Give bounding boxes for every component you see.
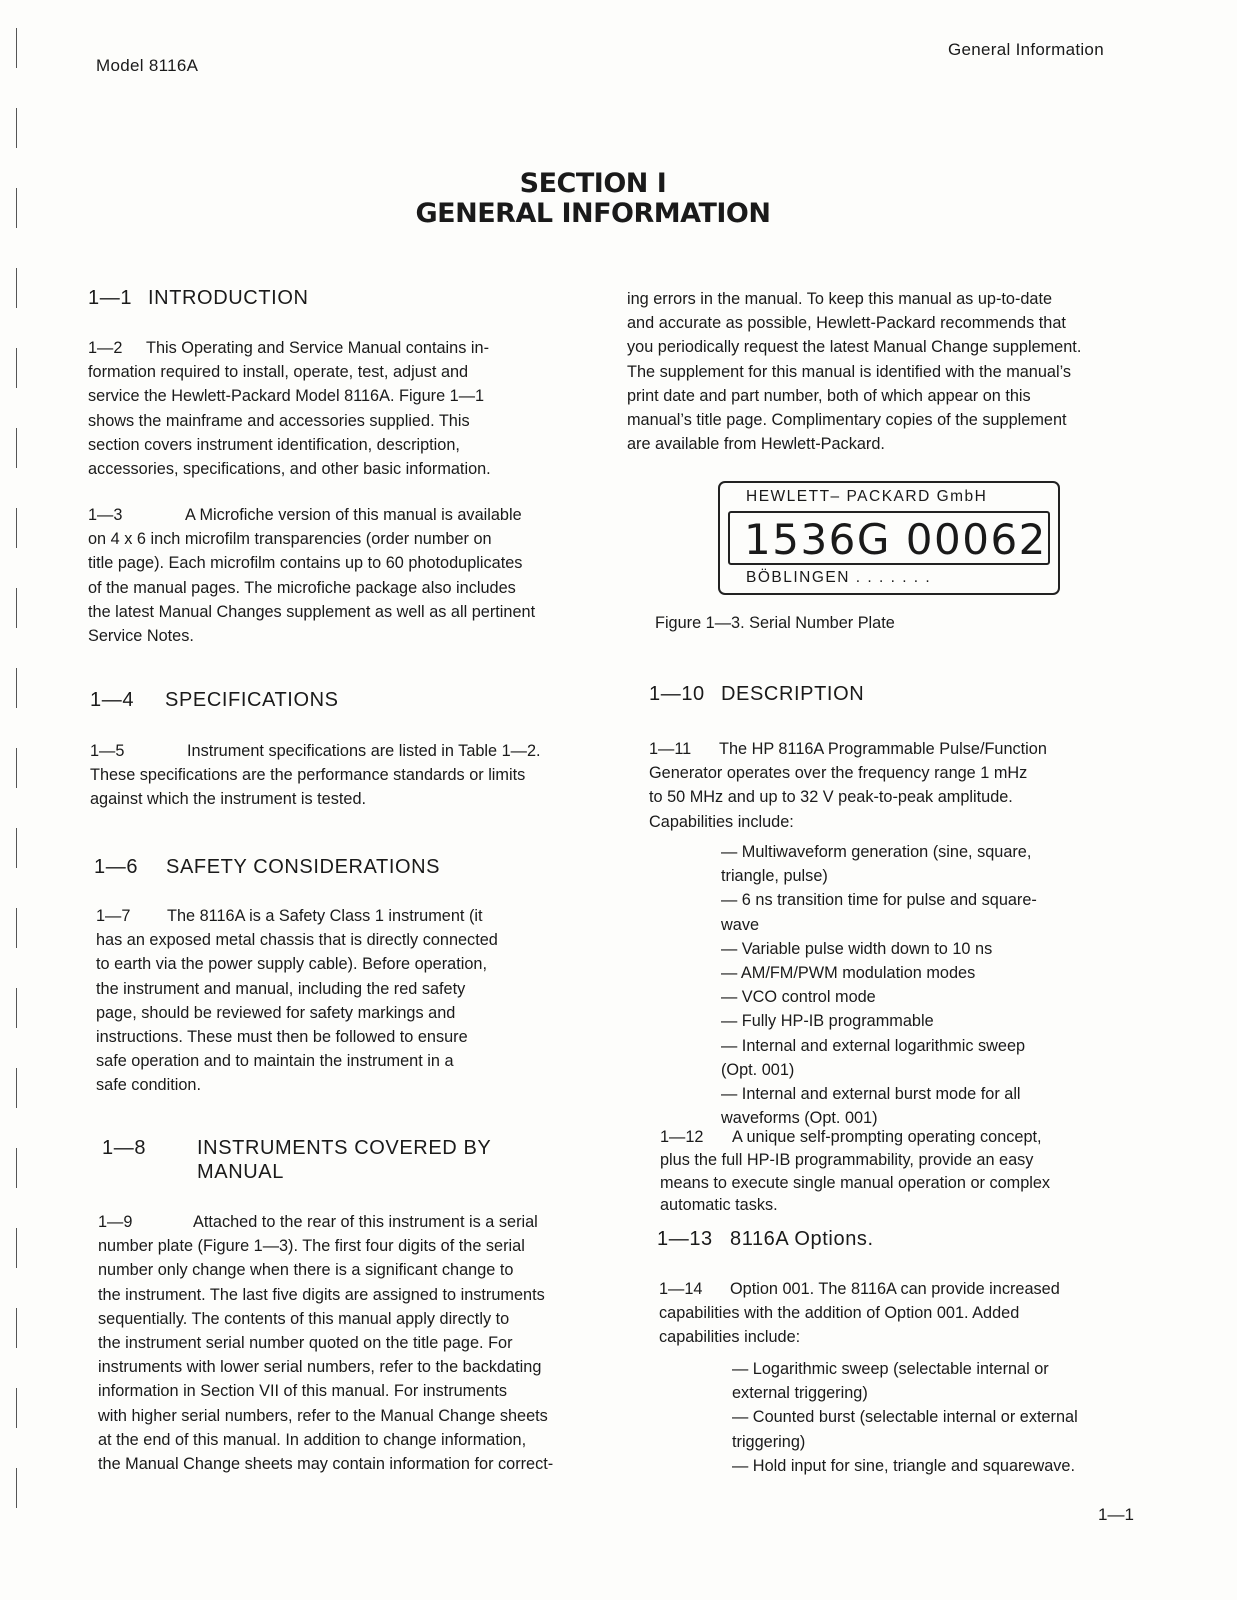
paragraph-line: are available from Hewlett-Packard.	[627, 435, 885, 454]
paragraph-1-12	[660, 1126, 1050, 1215]
binder-mark	[16, 348, 17, 388]
list-item: (Opt. 001)	[721, 1060, 795, 1079]
paragraph-line: section covers instrument identification, description,	[88, 435, 460, 454]
heading-1-8	[102, 1137, 491, 1160]
paragraph-line: has an exposed metal chassis that is directly connected	[96, 931, 498, 950]
heading-number: 1—1	[88, 287, 133, 309]
paragraph-line: This Operating and Service Manual contains in-	[146, 339, 489, 357]
serial-number-plate	[718, 481, 1060, 595]
heading-1-4	[90, 689, 339, 712]
paragraph-line: Option 001. The 8116A can provide increased	[730, 1280, 1060, 1298]
paragraph-line: Instrument specifications are listed in Table 1—2.	[187, 742, 541, 760]
heading-title: DESCRIPTION	[721, 683, 865, 705]
paragraph-line: the Manual Change sheets may contain information for correct-	[98, 1454, 554, 1473]
binder-mark	[16, 508, 17, 548]
paragraph-line: print date and part number, both of which appear on this	[627, 386, 1031, 405]
binder-mark	[16, 1308, 17, 1348]
paragraph-line: of the manual pages. The microfiche package also includes	[88, 578, 516, 597]
heading-title: INSTRUMENTS COVERED BY	[197, 1137, 492, 1159]
plate-serial-number: 1536G 00062	[744, 515, 1047, 564]
paragraph-line: title page). Each microfilm contains up to 60 photoduplicates	[88, 554, 523, 573]
paragraph-1-7	[96, 904, 498, 1098]
header-section-name: General Information	[948, 40, 1104, 59]
list-item: — AM/FM/PWM modulation modes	[721, 963, 976, 982]
binder-mark	[16, 1068, 17, 1108]
paragraph-line: page, should be reviewed for safety markings and	[96, 1003, 456, 1022]
paragraph-number: 1—14	[659, 1280, 703, 1298]
options-list	[732, 1357, 1078, 1478]
binder-mark	[16, 668, 17, 708]
binder-mark	[16, 1148, 17, 1188]
paragraph-line: at the end of this manual. In addition to change information,	[98, 1430, 527, 1449]
list-item: waveforms (Opt. 001)	[721, 1109, 878, 1128]
heading-title: SPECIFICATIONS	[165, 689, 339, 711]
list-item: — Multiwaveform generation (sine, square,	[721, 843, 1032, 861]
section-name-title: GENERAL INFORMATION	[415, 198, 771, 229]
paragraph-line: formation required to install, operate, test, adjust and	[88, 363, 469, 382]
paragraph-number: 1—9	[98, 1213, 133, 1231]
paragraph-line: you periodically request the latest Manual Change supplement.	[627, 338, 1082, 357]
paragraph-1-5	[90, 739, 541, 812]
binder-mark	[16, 908, 17, 948]
paragraph-line: A Microfiche version of this manual is available	[185, 506, 522, 524]
heading-number: 1—10	[649, 683, 705, 705]
binder-mark	[16, 1228, 17, 1268]
paragraph-line: The 8116A is a Safety Class 1 instrument (it	[167, 907, 483, 925]
paragraph-line: to earth via the power supply cable). Before operation,	[96, 955, 487, 974]
list-item: — Hold input for sine, triangle and squarewave.	[732, 1456, 1076, 1475]
paragraph-line: ing errors in the manual. To keep this manual as up-to-date	[627, 290, 1053, 308]
heading-title: INTRODUCTION	[148, 287, 309, 309]
paragraph-line: to 50 MHz and up to 32 V peak-to-peak amplitude.	[649, 788, 1013, 807]
binder-mark	[16, 28, 17, 68]
heading-number: 1—8	[102, 1137, 147, 1159]
paragraph-line: on 4 x 6 inch microfilm transparencies (order number on	[88, 530, 492, 549]
heading-number: 1—13	[657, 1228, 713, 1250]
plate-company: HEWLETT– PACKARD GmbH	[746, 488, 988, 505]
paragraph-line: Service Notes.	[88, 626, 194, 645]
paragraph-line: A unique self-prompting operating concept,	[732, 1128, 1042, 1146]
paragraph-number: 1—12	[660, 1128, 704, 1146]
heading-title: SAFETY CONSIDERATIONS	[166, 856, 441, 878]
header-model: Model 8116A	[96, 56, 199, 75]
binder-mark	[16, 108, 17, 148]
paragraph-1-9-continued	[627, 287, 1081, 456]
paragraph-line: safe condition.	[96, 1076, 201, 1095]
heading-title: 8116A Options.	[730, 1228, 874, 1250]
paragraph-line: These specifications are the performance standards or limits	[90, 766, 526, 785]
paragraph-line: manual’s title page. Complimentary copies of the supplement	[627, 410, 1067, 429]
heading-1-10	[649, 683, 864, 706]
paragraph-line: plus the full HP-IB programmability, provide an easy	[660, 1151, 1034, 1169]
list-item: — Internal and external logarithmic sweep	[721, 1036, 1026, 1055]
binder-mark	[16, 588, 17, 628]
list-item: external triggering)	[732, 1384, 868, 1403]
binder-mark	[16, 748, 17, 788]
paragraph-number: 1—3	[88, 506, 123, 524]
paragraph-line: service the Hewlett-Packard Model 8116A. Figure 1—1	[88, 387, 485, 406]
paragraph-line: Attached to the rear of this instrument is a serial	[193, 1213, 538, 1231]
paragraph-line: the instrument. The last five digits are assigned to instruments	[98, 1285, 545, 1304]
binder-mark	[16, 428, 17, 468]
heading-1-13	[657, 1228, 874, 1251]
paragraph-number: 1—2	[88, 339, 123, 357]
paragraph-1-2	[88, 336, 491, 481]
paragraph-line: automatic tasks.	[660, 1196, 778, 1214]
plate-serial-box	[728, 511, 1050, 565]
paragraph-line: sequentially. The contents of this manual apply directly to	[98, 1309, 510, 1328]
paragraph-line: number plate (Figure 1—3). The first four digits of the serial	[98, 1237, 525, 1256]
paragraph-line: Generator operates over the frequency range 1 mHz	[649, 764, 1028, 783]
list-item: — Counted burst (selectable internal or external	[732, 1408, 1078, 1427]
heading-1-8-line2: MANUAL	[197, 1161, 284, 1183]
page-number: 1—1	[1098, 1505, 1134, 1524]
heading-1-1	[88, 287, 309, 310]
paragraph-number: 1—7	[96, 907, 131, 925]
paragraph-1-3	[88, 503, 535, 648]
paragraph-line: information in Section VII of this manual. For instruments	[98, 1382, 508, 1401]
paragraph-line: instruments with lower serial numbers, refer to the backdating	[98, 1358, 542, 1377]
binder-mark	[16, 1388, 17, 1428]
capabilities-list	[721, 840, 1037, 1130]
list-item: triangle, pulse)	[721, 867, 828, 886]
plate-location: BÖBLINGEN . . . . . . .	[746, 569, 932, 586]
paragraph-line: safe operation and to maintain the instrument in a	[96, 1052, 454, 1071]
paragraph-line: shows the mainframe and accessories supplied. This	[88, 411, 470, 430]
paragraph-number: 1—11	[649, 740, 692, 758]
paragraph-line: capabilities with the addition of Option 001. Added	[659, 1304, 1020, 1323]
paragraph-line: against which the instrument is tested.	[90, 790, 367, 809]
binder-mark	[16, 268, 17, 308]
list-item: — Variable pulse width down to 10 ns	[721, 939, 993, 958]
section-number-title: SECTION I	[519, 168, 667, 199]
list-item: — VCO control mode	[721, 988, 876, 1007]
list-item: — Internal and external burst mode for all	[721, 1084, 1021, 1103]
paragraph-1-14	[659, 1277, 1060, 1350]
paragraph-line: the instrument serial number quoted on the title page. For	[98, 1333, 513, 1352]
list-item: triggering)	[732, 1432, 806, 1451]
paragraph-1-9	[98, 1210, 553, 1476]
paragraph-line: and accurate as possible, Hewlett-Packard recommends that	[627, 314, 1066, 333]
binder-mark	[16, 828, 17, 868]
paragraph-line: accessories, specifications, and other basic information.	[88, 459, 491, 478]
paragraph-line: Capabilities include:	[649, 812, 794, 831]
list-item: wave	[721, 915, 760, 934]
figure-caption: Figure 1—3. Serial Number Plate	[655, 614, 895, 632]
paragraph-line: the instrument and manual, including the red safety	[96, 979, 466, 998]
list-item: — 6 ns transition time for pulse and square-	[721, 891, 1037, 910]
paragraph-number: 1—5	[90, 742, 125, 760]
paragraph-line: capabilities include:	[659, 1328, 801, 1347]
paragraph-line: with higher serial numbers, refer to the Manual Change sheets	[98, 1406, 548, 1425]
paragraph-line: number only change when there is a significant change to	[98, 1261, 514, 1280]
list-item: — Fully HP-IB programmable	[721, 1012, 934, 1031]
binder-mark	[16, 1468, 17, 1508]
heading-1-6	[94, 856, 440, 879]
binder-mark	[16, 988, 17, 1028]
paragraph-line: instructions. These must then be followed to ensure	[96, 1027, 468, 1046]
paragraph-line: the latest Manual Changes supplement as well as all pertinent	[88, 602, 536, 621]
paragraph-line: The supplement for this manual is identified with the manual’s	[627, 362, 1072, 381]
heading-number: 1—4	[90, 689, 135, 711]
paragraph-line: means to execute single manual operation or complex	[660, 1174, 1051, 1192]
list-item: — Logarithmic sweep (selectable internal or	[732, 1360, 1049, 1378]
paragraph-1-11	[649, 737, 1047, 834]
heading-number: 1—6	[94, 856, 139, 878]
paragraph-line: The HP 8116A Programmable Pulse/Function	[719, 740, 1047, 758]
